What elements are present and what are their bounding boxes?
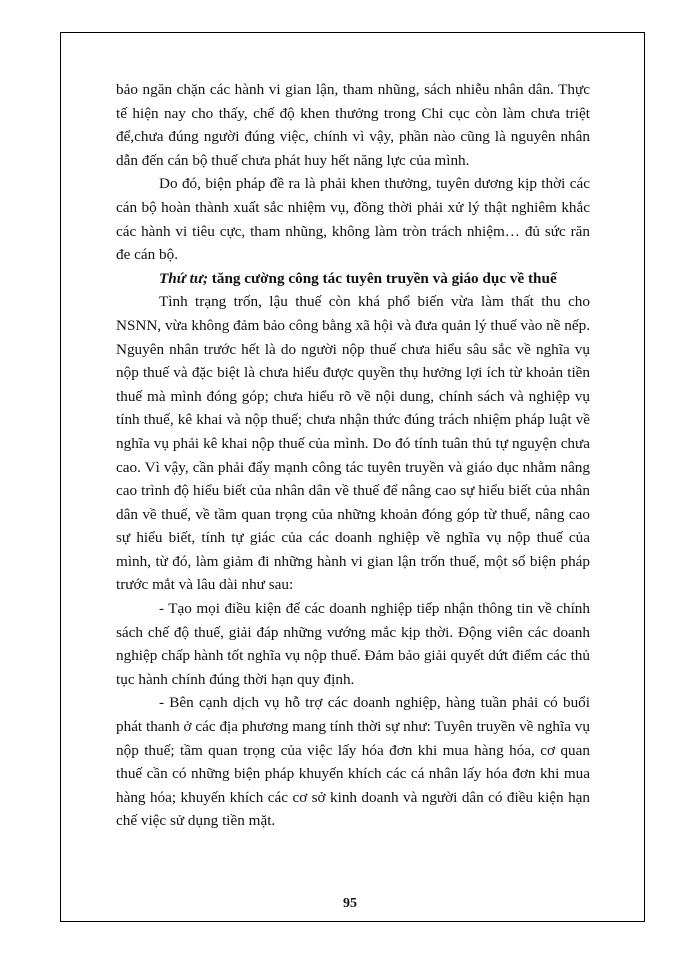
document-body bbox=[116, 78, 590, 833]
bullet-item-broadcast: - Bên cạnh dịch vụ hỗ trợ các doanh nghiệp, hàng tuần phải có buổi phát thanh ở các địa phương mang tính thời sự như: Tuyên truyền về nghĩa vụ nộp thuế; tầm quan trọng của việc lấy hóa đơn khi mua hàng hóa, cơ quan thuế cần có những biện pháp khuyến khích các cá nhân lấy hóa đơn khi mua hàng hóa; khuyến khích các cơ sở kinh doanh và người dân có điều kiện hạn chế việc sử dụng tiền mặt. bbox=[116, 694, 590, 830]
section-heading-lead: Thứ tư; bbox=[159, 269, 208, 287]
bullet-item-information: - Tạo mọi điều kiện để các doanh nghiệp tiếp nhận thông tin về chính sách chế độ thuế, giải đáp những vướng mắc kịp thời. Động viên các doanh nghiệp chấp hành tốt nghĩa vụ nộp thuế. Đảm bảo giải quyết dứt điểm các thủ tục hành chính đúng thời hạn quy định. bbox=[116, 600, 590, 688]
paragraph-continuation: bảo ngăn chặn các hành vi gian lận, tham nhũng, sách nhiễu nhân dân. Thực tế hiện nay cho thấy, chế độ khen thưởng trong Chi cục còn làm chưa triệt để,chưa đúng người đúng việc, chính vì vậy, phần nào cũng là nguyên nhân dẫn đến cán bộ thuế chưa phát huy hết năng lực của mình. bbox=[116, 81, 590, 169]
paragraph-tax-evasion: Tình trạng trốn, lậu thuế còn khá phổ biến vừa làm thất thu cho NSNN, vừa không đảm bảo công bằng xã hội và đưa quản lý thuế vào nề nếp. Nguyên nhân trước hết là do người nộp thuế chưa hiểu sâu sắc về nghĩa vụ nộp thuế và đặc biệt là chưa hiểu được quyền thụ hưởng lợi ích từ khoản tiền thuế mà mình đóng góp; chưa hiểu rõ về nội dung, chính sách và nghiệp vụ tính thuế, kê khai và nộp thuế; chưa nhận thức đúng trách nhiệm pháp luật về nghĩa vụ phải kê khai nộp thuế của mình. Do đó tính tuân thủ tự nguyện chưa cao. Vì vậy, cần phải đẩy mạnh công tác tuyên truyền và giáo dục nhằm nâng cao trình độ hiểu biết của nhân dân về thuế để nâng cao sự hiểu biết của nhân dân về thuế, về tầm quan trọng của những khoản đóng góp từ thuế, nâng cao sự hiểu biết, tính tự giác của các doanh nghiệp về nghĩa vụ nộp thuế của mình, từ đó, làm giảm đi những hành vi gian lận trốn thuế, một số biện pháp trước mắt và lâu dài như sau: bbox=[116, 293, 590, 594]
section-heading-title: tăng cường công tác tuyên truyền và giáo dục về thuế bbox=[208, 269, 557, 287]
section-heading bbox=[116, 267, 590, 291]
page-number: 95 bbox=[343, 896, 357, 911]
paragraph-reward-measures: Do đó, biện pháp đề ra là phải khen thưởng, tuyên dương kịp thời các cán bộ hoàn thành xuất sắc nhiệm vụ, đồng thời phải xử lý thật nghiêm khắc các hành vi tiêu cực, tham nhũng, không làm tròn trách nhiệm… đủ sức răn đe cán bộ. bbox=[116, 175, 590, 264]
